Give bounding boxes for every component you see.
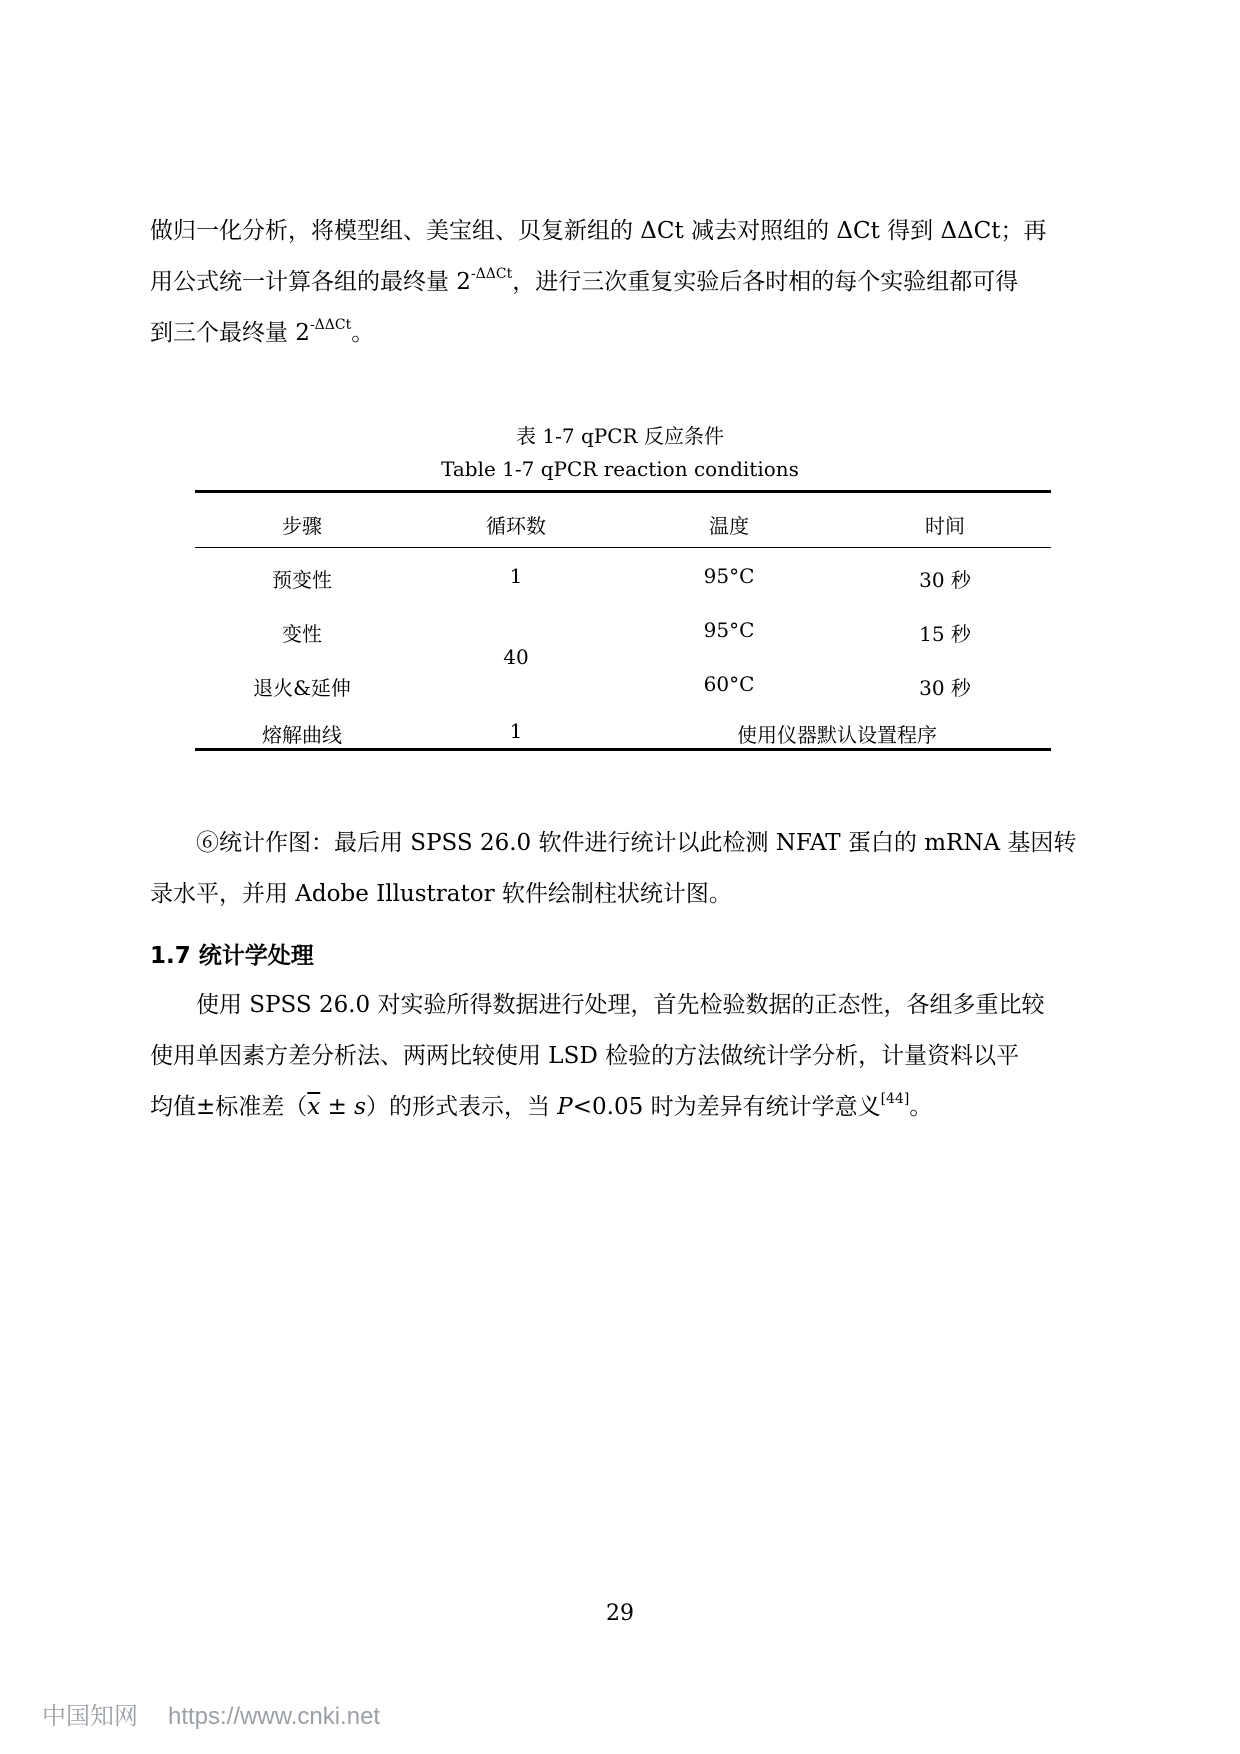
cell-step: 预变性 [272,568,332,592]
table-bottom-rule [195,748,1051,751]
cell-step: 熔解曲线 [262,723,342,747]
p-symbol: P [557,1094,573,1120]
mean-symbol: $\overline{x}$ [307,1094,321,1120]
cell-temp: 60°C [703,672,755,696]
paragraph-stats: ⑥统计作图：最后用 SPSS 26.0 软件进行统计以此检测 NFAT 蛋白的 mRNA 基因转 录水平，并用 Adobe Illustrator 软件绘制柱状统计图。 [150,830,1077,907]
footer-brand: 中国知网 [42,1703,138,1730]
footer-watermark [42,1696,380,1731]
cell-cycles-merged: 40 [503,645,529,669]
cell-cycles: 1 [509,564,523,588]
paragraph-top-line-3: 到三个最终量 $2^{-\Delta\Delta Ct}$。 [150,317,375,346]
table-caption-en: Table 1-7 qPCR reaction conditions [441,457,799,481]
paragraph-top-line-2: 用公式统一计算各组的最终量 $2^{-\Delta\Delta Ct}$，进行三次重复实验后各时相的每个实验组都可得 [150,266,1019,295]
cell-time: 15 秒 [919,622,971,646]
paragraph-method-line-1: 使用 SPSS 26.0 对实验所得数据进行处理，首先检验数据的正态性，各组多重比较 [196,992,1045,1018]
paragraph-method-line-2: 使用单因素方差分析法、两两比较使用 LSD 检验的方法做统计学分析，计量资料以平 [150,1043,1020,1069]
table-caption-cn: 表 1-7 qPCR 反应条件 [516,424,724,448]
paragraph-top [150,206,1096,359]
header-time: 时间 [925,514,965,538]
paragraph-top-line-1: 做归一化分析，将模型组、美宝组、贝复新组的 ΔCt 减去对照组的 ΔCt 得到 ΔΔCt；再 [150,218,1047,244]
superscript-ddct: -ΔΔCt [470,266,513,283]
cell-time: 30 秒 [919,568,971,592]
footer-url[interactable]: https://www.cnki.net [168,1703,381,1730]
citation: [44] [880,1091,910,1108]
cell-merged-program: 使用仪器默认设置程序 [737,723,937,747]
cell-temp: 95°C [703,564,755,588]
table-header-rule [195,547,1051,548]
header-temp: 温度 [709,514,749,538]
cell-time: 30 秒 [919,676,971,700]
cell-step: 变性 [282,622,322,646]
table-top-rule [195,490,1051,493]
sd-symbol: s [354,1094,366,1120]
page-number: 29 [606,1601,634,1626]
plus-minus-symbol: ± [320,1094,355,1120]
section-heading: 1.7 统计学处理 [150,943,314,969]
superscript-ddct: -ΔΔCt [309,317,352,334]
header-cycles: 循环数 [486,514,546,538]
paragraph-method-line-3: 均值±标准差$(\overline{x} \pm s)$的形式表示，当 P<0.05 时为差异有统计学意义[44]。 [150,1091,933,1120]
paragraph-method [150,980,1096,1133]
cell-cycles: 1 [509,719,523,743]
cell-step: 退火&延伸 [253,676,351,700]
cell-temp: 95°C [703,618,755,642]
header-step: 步骤 [282,514,322,538]
